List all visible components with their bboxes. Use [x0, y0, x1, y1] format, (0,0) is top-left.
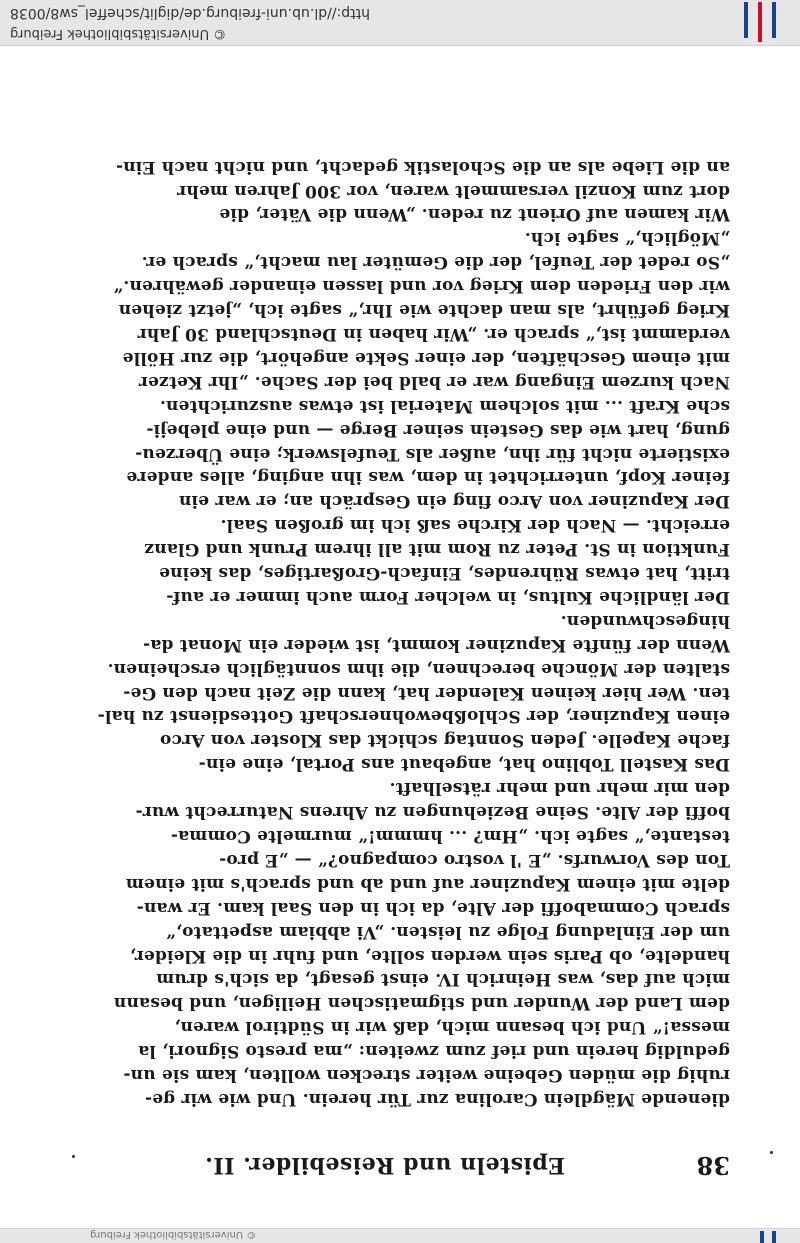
text-line: sprach Commaboffi der Alte, da ich in den Saal kam. Er wan- [136, 897, 730, 918]
source-url-link[interactable]: http://dl.ub.uni-freiburg.de/diglit/scheffel_sw8/0038 [10, 5, 370, 21]
text-line: handelte, ob Paris sein werden sollte, und fuhr in die Kleider, [129, 945, 730, 966]
text-line: geduldig herein und rief zum zweiten: „ma presto Signori, la [137, 1041, 730, 1062]
text-line: messa!“ Und ich besann mich, daß wir in Südtirol waren, [174, 1017, 730, 1038]
viewer-top-bar [0, 0, 800, 46]
running-head [70, 1140, 730, 1180]
text-line: erreicht. — Nach der Kirche saß ich im großen Saal. [220, 515, 730, 536]
text-line: Nach kurzem Eingang war er bald bei der Sache. „Ihr Ketzer [138, 371, 730, 392]
text-line: Der Kapuziner von Arco fing ein Gespräch an; er war ein [178, 491, 730, 512]
text-line: boffi der Alte. Seine Beziehungen zu Ahrens Naturrecht wur- [135, 802, 730, 823]
text-line: dort zum Konzil versammelt waren, vor 300 Jahren mehr [176, 180, 730, 201]
text-line: ruhig die müden Gebeine weiter strecken wollten, kam sie un- [123, 1065, 730, 1086]
body-text [70, 154, 730, 1110]
bottom-copyright-text: © Universitätsbibliothek Freiburg [90, 1229, 257, 1240]
bottom-logo-icon [758, 1231, 778, 1243]
text-line: Funktion in St. Peter zu Rom mit all ihrem Prunk und Glanz [144, 539, 730, 560]
text-line: Das Kastell Toblino hat, angebaut ans Portal, eine ein- [198, 754, 730, 775]
text-line: wir den Frieden dem Krieg vor und lassen einander gewähren.“ [113, 276, 730, 297]
text-line: mich auf das, was Heinrich IV. einst gesagt, da sich's drum [156, 969, 730, 990]
text-line: Der ländliche Kultus, in welcher Form auch immer er auf- [166, 586, 730, 607]
page-number: 38 [696, 1151, 730, 1180]
text-line: Krieg geführt, als man dachte wie Ihr,“ sagte ich, „jetzt ziehen [118, 300, 730, 321]
text-line: Wenn der fünfte Kapuziner kommt, ist wieder ein Monat da- [142, 634, 730, 655]
copyright-text: © Universitätsbibliothek Freiburg [10, 26, 227, 41]
text-line: ten. Wer hier keinen Kalender hat, kann die Zeit nach den Ge- [123, 682, 730, 703]
text-line: hingeschwunden. [560, 610, 730, 631]
text-line: einen Kapuziner, der Schloßbewohnerschaft Gottesdienst zu hal- [97, 706, 730, 727]
viewer-bottom-bar [0, 1228, 800, 1243]
text-line: um der Einladung Folge zu leisten. „Vi abbiam aspettato,“ [165, 921, 730, 942]
viewer-info [0, 0, 730, 45]
text-line: Wir kamen auf Orient zu reden. „Wenn die Väter, die [219, 204, 730, 225]
text-line: sche Kraft ... mit solchem Material ist etwas auszurichten. [159, 395, 730, 416]
text-line: feiner Kopf, unterrichtet in dem, was ihn anging, alles andere [126, 467, 730, 488]
text-line: delte mit einem Kapuziner auf und ab und sprach's mit einem [125, 873, 730, 894]
text-line: Ton des Vorwurfs. „E 'l vostro compagno?“ — „E pro- [218, 849, 730, 870]
text-line: „So redet der Teufel, der die Gemüter lau macht,“ sprach er. [141, 252, 730, 273]
text-line: verdammt ist,“ sprach er. „Wir haben in Deutschland 30 Jahr [137, 324, 730, 344]
text-line: fache Kapelle. Jeden Sonntag schickt das Kloster von Arco [159, 730, 730, 751]
text-line: gung, hart wie das Gestein seiner Berge — und eine plebeji- [146, 419, 730, 440]
specks [770, 1151, 773, 1154]
text-line: dem Land der Wunder und stigmatischen Heiligen, und besann [113, 993, 730, 1014]
text-line: tritt, hat etwas Rührendes, Einfach-Großartiges, das keine [158, 563, 730, 584]
scanned-page [70, 120, 730, 1180]
specks [72, 1155, 75, 1158]
text-line: dienende Mägdlein Carolina zur Tür herein. Und wie wir ge- [144, 1089, 730, 1109]
text-line: mit einem Geschäften, der einer Sekte angehört, die zur Hölle [122, 347, 730, 368]
library-logo-icon [742, 2, 778, 42]
text-line: testante,“ sagte ich. „Hm? ... hmmm!“ murmelte Comma- [170, 826, 730, 847]
page-header-title: Episteln und Reisebilder. II. [204, 1152, 565, 1178]
text-line: existierte nicht für ihn, außer als Teufelswerk; eine Überzeu- [134, 443, 730, 464]
text-line: „Möglich,“ sagte ich. [524, 228, 730, 249]
text-line: stalten der Mönche berechnen, die ihm sonntäglich erscheinen. [107, 658, 730, 679]
text-line: an die Liebe als an die Scholastik gedacht, und nicht nach Ein- [115, 156, 730, 177]
text-line: den mir mehr und mehr rätselhaft. [389, 778, 730, 799]
